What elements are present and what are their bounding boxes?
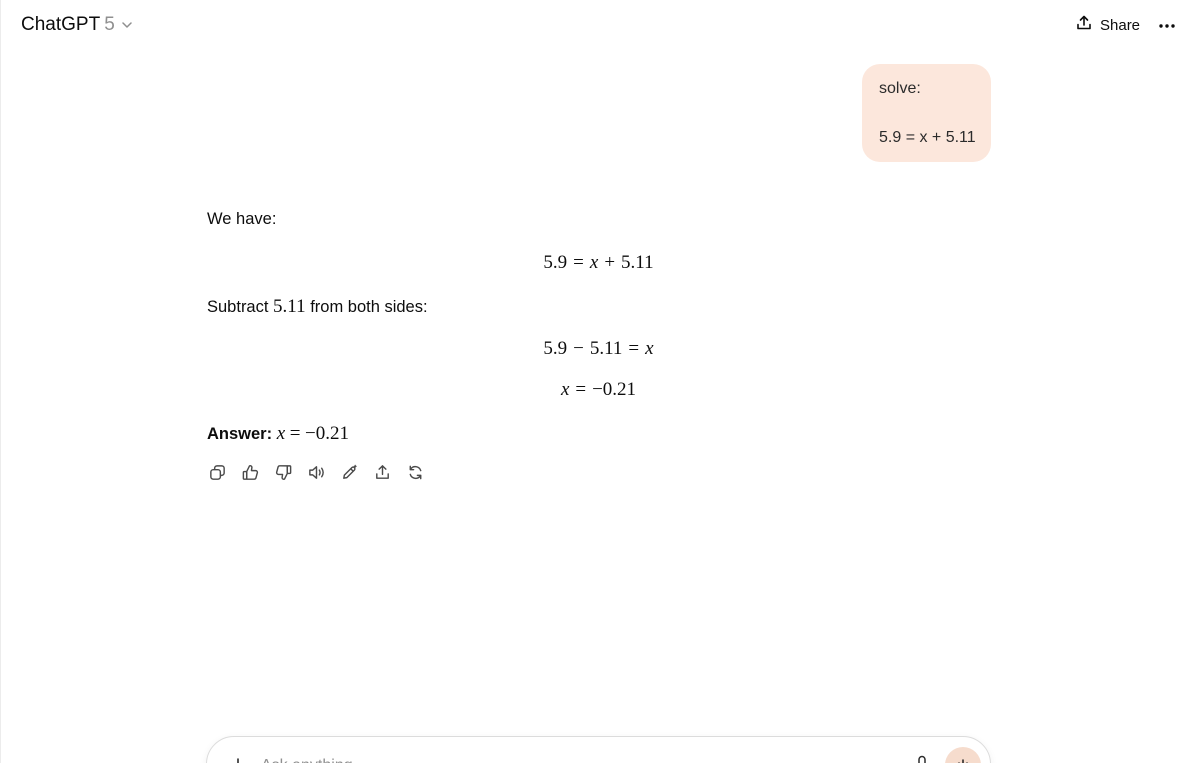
math-operator: = [573, 252, 584, 273]
math-variable: x [589, 252, 599, 273]
math-variable: x [276, 423, 286, 444]
microphone-icon [913, 755, 931, 763]
copy-icon [208, 463, 227, 482]
math-operator: = [289, 423, 301, 444]
regenerate-icon [406, 463, 425, 482]
thumbs-down-icon [274, 463, 293, 482]
user-message-line: 5.9 = x + 5.11 [879, 129, 976, 146]
math-number: 5.11 [273, 296, 306, 317]
thumbs-down-button[interactable] [271, 460, 296, 485]
model-version: 5 [104, 14, 115, 35]
share-icon [373, 463, 392, 482]
math-operator: + [604, 252, 616, 273]
chevron-down-icon [121, 19, 133, 31]
math-number: −0.21 [305, 423, 350, 444]
thumbs-up-button[interactable] [238, 460, 263, 485]
share-label: Share [1100, 16, 1141, 34]
display-equation-3 [401, 379, 796, 401]
share-icon [1075, 14, 1093, 36]
plus-icon [229, 757, 247, 763]
ellipsis-icon [1158, 16, 1176, 34]
model-selector[interactable] [15, 11, 139, 39]
top-bar [1, 0, 1200, 50]
math-variable: x [560, 379, 570, 400]
math-variable: x [645, 338, 654, 359]
assistant-intro-text: We have: [207, 210, 277, 228]
share-message-button[interactable] [370, 460, 395, 485]
step-prefix: Subtract [207, 298, 269, 316]
attach-button[interactable] [227, 755, 249, 763]
math-operator: − [573, 338, 584, 359]
edit-button[interactable] [337, 460, 362, 485]
copy-button[interactable] [205, 460, 230, 485]
thumbs-up-icon [241, 463, 260, 482]
math-number: 5.9 [543, 252, 568, 273]
message-composer [206, 736, 991, 763]
math-number: −0.21 [592, 379, 637, 400]
answer-label: Answer: [207, 425, 273, 443]
user-message-line: solve: [879, 80, 921, 97]
voice-waveform-icon [954, 756, 972, 763]
voice-mode-button[interactable] [945, 747, 981, 763]
step-suffix: from both sides: [310, 298, 428, 316]
read-aloud-button[interactable] [304, 460, 329, 485]
math-number: 5.9 [543, 338, 568, 359]
more-options-button[interactable] [1153, 11, 1181, 39]
user-message-bubble [862, 64, 991, 162]
model-name: ChatGPT [21, 14, 101, 35]
display-equation-2 [401, 338, 796, 360]
math-number: 5.11 [621, 252, 654, 273]
regenerate-button[interactable] [403, 460, 428, 485]
math-operator: = [628, 338, 640, 359]
dictate-button[interactable] [910, 753, 934, 763]
math-number: 5.11 [589, 338, 623, 359]
assistant-answer [207, 423, 349, 445]
edit-icon [340, 463, 359, 482]
prompt-input[interactable] [261, 753, 881, 763]
message-actions [205, 460, 428, 486]
assistant-step-text [207, 296, 428, 318]
display-equation-1 [401, 252, 796, 274]
share-button[interactable] [1067, 11, 1148, 39]
math-operator: = [575, 379, 587, 400]
read-aloud-icon [307, 463, 326, 482]
